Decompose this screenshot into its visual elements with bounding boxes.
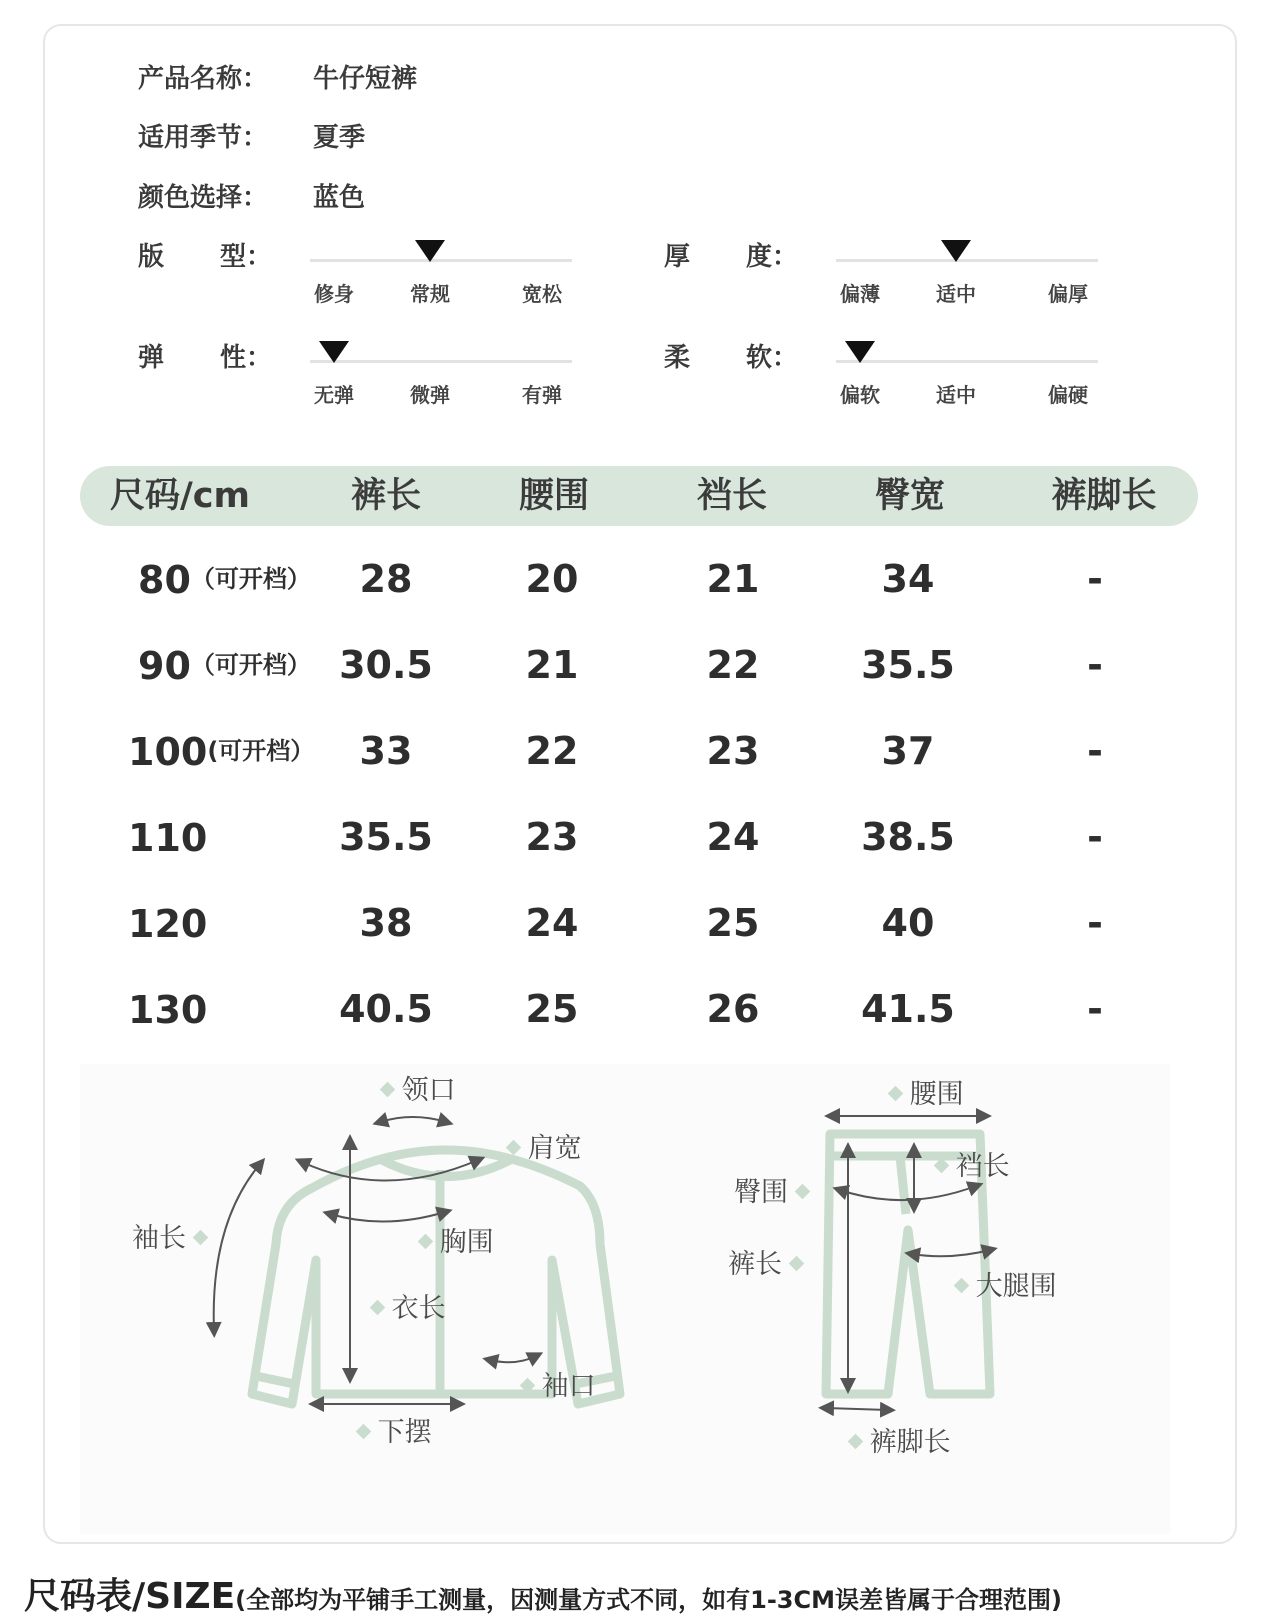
fit-option: 修身: [314, 282, 354, 306]
product-name-value: 牛仔短裤: [313, 64, 418, 94]
diagram-label: 袖口: [522, 1364, 596, 1403]
softness-option: 偏硬: [1048, 383, 1088, 407]
diagram-label: 领口: [382, 1068, 456, 1107]
table-cell: -: [1087, 987, 1103, 1031]
table-cell: 41.5: [861, 987, 955, 1031]
softness-label: 柔 软：: [664, 343, 799, 373]
table-cell: 40: [881, 901, 935, 945]
elasticity-option: 微弹: [410, 383, 450, 407]
table-cell: -: [1087, 557, 1103, 601]
fit-marker-icon: [415, 240, 445, 262]
color-label: 颜色选择：: [138, 183, 269, 213]
column-header: 尺码/cm: [110, 476, 251, 516]
diagram-label: 下摆: [358, 1410, 432, 1449]
table-cell: -: [1087, 901, 1103, 945]
size-cell: 120: [128, 902, 208, 946]
diamond-icon: [506, 1140, 522, 1156]
table-row: [0, 716, 1280, 786]
thickness-scale: [664, 236, 1106, 316]
diamond-icon: [380, 1082, 396, 1098]
diamond-icon: [934, 1158, 950, 1174]
table-cell: 21: [706, 557, 760, 601]
diagram-label: 裤脚长: [850, 1420, 951, 1459]
column-header: 裤长: [350, 476, 422, 516]
product-name-row: [138, 58, 417, 95]
season-row: [138, 117, 365, 154]
table-cell: 37: [881, 729, 935, 773]
elasticity-track: [310, 360, 572, 363]
color-value: 蓝色: [313, 183, 366, 213]
diagram-label: 臀围: [734, 1170, 808, 1209]
diagram-label: 大腿围: [956, 1264, 1057, 1303]
table-cell: 33: [359, 729, 413, 773]
elasticity-marker-icon: [319, 341, 349, 363]
table-cell: 30.5: [339, 643, 433, 687]
table-cell: 25: [525, 987, 579, 1031]
table-cell: 34: [881, 557, 935, 601]
softness-option: 适中: [936, 383, 976, 407]
product-name-label: 产品名称：: [138, 64, 269, 94]
table-cell: 38: [359, 901, 413, 945]
table-row: [0, 544, 1280, 614]
table-cell: 25: [706, 901, 760, 945]
fit-option: 宽松: [522, 282, 562, 306]
table-row: [0, 974, 1280, 1044]
table-cell: 24: [525, 901, 579, 945]
footer-title: 尺码表/SIZE: [24, 1576, 236, 1617]
season-label: 适用季节：: [138, 123, 269, 153]
diamond-icon: [888, 1086, 904, 1102]
table-cell: 24: [706, 815, 760, 859]
diamond-icon: [192, 1230, 208, 1246]
table-row: [0, 802, 1280, 872]
diamond-icon: [520, 1378, 536, 1394]
table-cell: 23: [706, 729, 760, 773]
size-cell: 80（可开档）: [138, 558, 311, 602]
footer-caption: [24, 1568, 1062, 1619]
measurement-diagram: [80, 1064, 1170, 1534]
column-header: 腰围: [518, 476, 590, 516]
diamond-icon: [794, 1184, 810, 1200]
table-cell: 28: [359, 557, 413, 601]
diamond-icon: [418, 1234, 434, 1250]
thickness-option: 适中: [936, 282, 976, 306]
elasticity-scale: [138, 337, 580, 417]
thickness-label: 厚 度：: [664, 242, 799, 272]
column-header: 裆长: [696, 476, 768, 516]
diagram-label: 裆长: [936, 1144, 1010, 1183]
diamond-icon: [370, 1300, 386, 1316]
thickness-option: 偏薄: [840, 282, 880, 306]
elasticity-option: 有弹: [522, 383, 562, 407]
diagram-label: 肩宽: [508, 1126, 582, 1165]
table-cell: 20: [525, 557, 579, 601]
fit-option: 常规: [410, 282, 450, 306]
fit-label: 版 型：: [138, 242, 273, 272]
table-cell: 26: [706, 987, 760, 1031]
table-cell: -: [1087, 643, 1103, 687]
diagram-label: 腰围: [890, 1072, 964, 1111]
diagram-label: 衣长: [372, 1286, 446, 1325]
diamond-icon: [848, 1434, 864, 1450]
diagram-label: 袖长: [132, 1216, 206, 1255]
table-cell: 35.5: [339, 815, 433, 859]
thickness-marker-icon: [941, 240, 971, 262]
fit-scale: [138, 236, 580, 316]
table-cell: 22: [525, 729, 579, 773]
diamond-icon: [788, 1256, 804, 1272]
elasticity-label: 弹 性：: [138, 343, 273, 373]
table-cell: 23: [525, 815, 579, 859]
color-row: [138, 177, 365, 214]
diagram-label: 裤长: [728, 1242, 802, 1281]
softness-marker-icon: [845, 341, 875, 363]
softness-scale: [664, 337, 1106, 417]
table-cell: -: [1087, 729, 1103, 773]
thickness-option: 偏厚: [1048, 282, 1088, 306]
table-row: [0, 888, 1280, 958]
elasticity-option: 无弹: [314, 383, 354, 407]
column-header: 臀宽: [874, 476, 946, 516]
diagram-label: 胸围: [420, 1220, 494, 1259]
table-cell: -: [1087, 815, 1103, 859]
size-cell: 100(可开档）: [128, 730, 315, 774]
table-cell: 21: [525, 643, 579, 687]
softness-option: 偏软: [840, 383, 880, 407]
size-cell: 130: [128, 988, 208, 1032]
diamond-icon: [356, 1424, 372, 1440]
table-cell: 35.5: [861, 643, 955, 687]
season-value: 夏季: [313, 123, 366, 153]
table-cell: 40.5: [339, 987, 433, 1031]
footer-note: (全部均为平铺手工测量，因测量方式不同，如有1-3CM误差皆属于合理范围): [235, 1586, 1062, 1614]
table-cell: 38.5: [861, 815, 955, 859]
column-header: 裤脚长: [1051, 476, 1157, 516]
size-table-header: [80, 466, 1198, 526]
size-cell: 90（可开档）: [138, 644, 311, 688]
table-cell: 22: [706, 643, 760, 687]
diamond-icon: [954, 1278, 970, 1294]
softness-track: [836, 360, 1098, 363]
table-row: [0, 630, 1280, 700]
size-cell: 110: [128, 816, 208, 860]
